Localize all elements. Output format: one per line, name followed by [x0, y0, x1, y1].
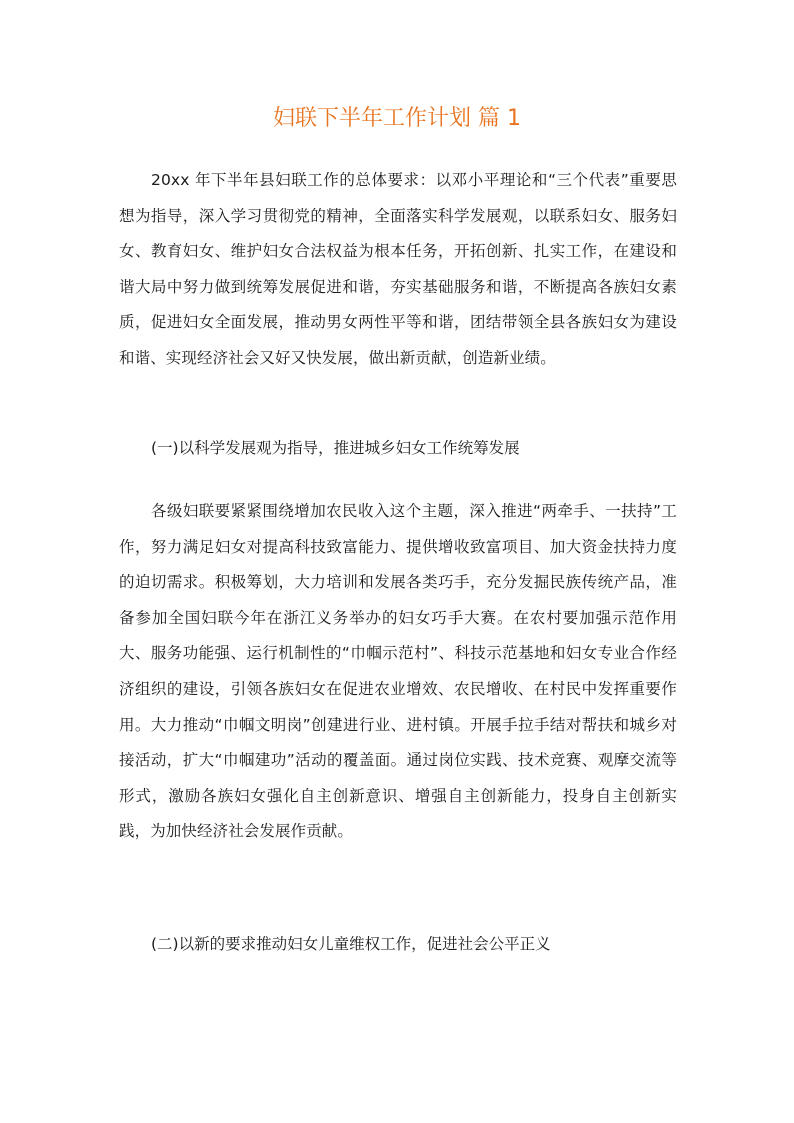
document-title: 妇联下半年工作计划 篇 1 — [273, 106, 521, 131]
section-1-paragraph: 各级妇联要紧紧围绕增加农民收入这个主题，深入推进“两牵手、一扶持”工作，努力满足妇女对提高科技致富能力、提供增收致富项目、加大资金扶持力度的迫切需求。积极筹划，大力培训和发展各类巧手，充分发掘民族传统产品，准备参加全国妇联今年在浙江义务举办的妇女巧手大赛。在农村要加强示范作用大、服务功能强、运行机制性的“巾帼示范村”、科技示范基地和妇女专业合作经济组织的建设，引领各族妇女在促进农业增效、农民增收、在村民中发挥重要作用。大力推动“巾帼文明岗”创建进行业、进村镇。开展手拉手结对帮扶和城乡对接活动，扩大“巾帼建功”活动的覆盖面。通过岗位实践、技术竞赛、观摩交流等形式，激励各族妇女强化自主创新意识、增强自主创新能力，投身自主创新实践，为加快经济社会发展作贡献。 — [119, 502, 677, 841]
section-heading-2: (二)以新的要求推动妇女儿童维权工作，促进社会公平正义 — [151, 935, 551, 953]
intro-paragraph: 20xx 年下半年县妇联工作的总体要求：以邓小平理论和“三个代表”重要思想为指导，深入学习贯彻党的精神，全面落实科学发展观，以联系妇女、服务妇女、教育妇女、维护妇女合法权益为根本任务，开拓创新、扎实工作，在建设和谐大局中努力做到统筹发展促进和谐，夯实基础服务和谐，不断提高各族妇女素质，促进妇女全面发展，推动男女两性平等和谐，团结带领全县各族妇女为建设和谐、实现经济社会又好又快发展，做出新贡献，创造新业绩。 — [119, 171, 677, 367]
section-heading-1: (一)以科学发展观为指导，推进城乡妇女工作统筹发展 — [151, 439, 520, 457]
